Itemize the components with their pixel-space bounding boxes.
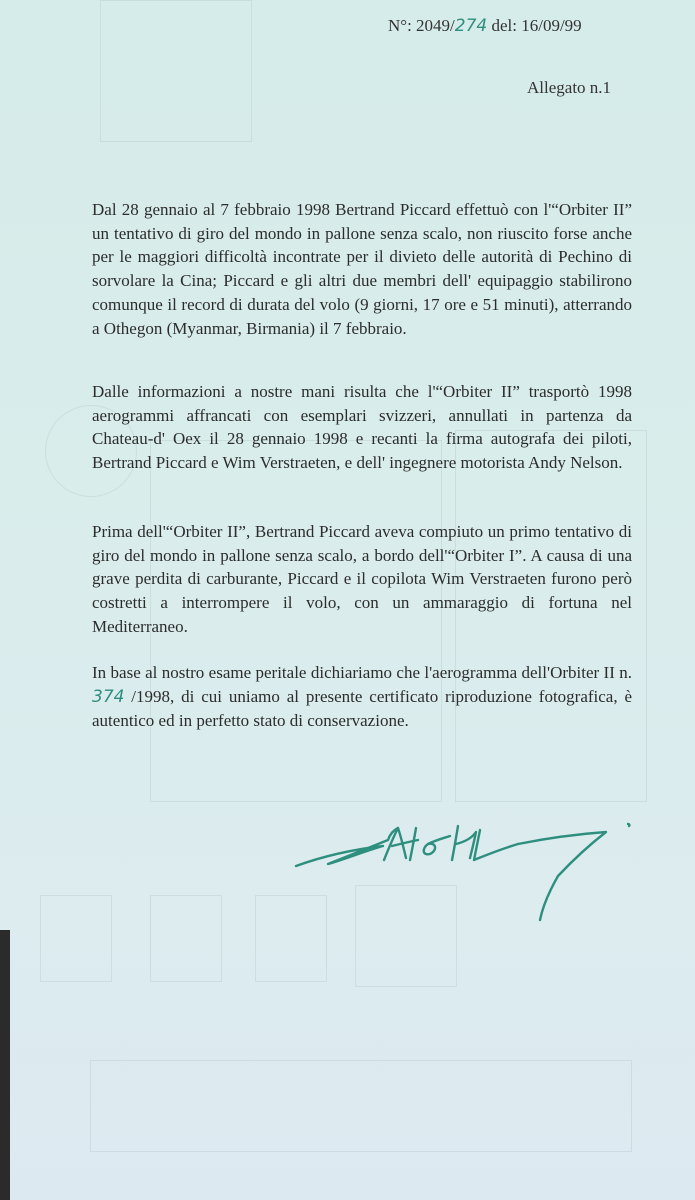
handwritten-signature (288, 820, 648, 940)
document-date: 16/09/99 (521, 16, 582, 35)
reverse-side-box (90, 1060, 632, 1152)
reverse-side-box (150, 895, 222, 982)
paragraph-aerograms: Dalle informazioni a nostre mani risulta che l'“Orbiter II” trasportò 1998 aerogrammi affrancati con esemplari svizzeri, annullati in partenza da Chateau-d' Oex il 28 gennaio 1998 e recanti la firma autografa dei piloti, Bertrand Piccard e Wim Verstraeten, e dell' ingegnere motorista Andy Nelson. (92, 382, 632, 473)
paragraph-orbiter-one: Prima dell'“Orbiter II”, Bertrand Piccard aveva compiuto un primo tentativo di giro del mondo in pallone senza scalo, a bordo dell'“Orbiter I”. A causa di una grave perdita di carburante, Piccard e il copilota Wim Verstraeten furono però costretti a interrompere il volo, con un ammaraggio di fortuna nel Mediterraneo. (92, 522, 632, 636)
paragraph-declaration (92, 661, 632, 733)
reverse-side-box (40, 895, 112, 982)
declaration-text-after: /1998, di cui uniamo al presente certificato riproduzione fotografica, è autentico ed in perfetto stato di conservazione. (92, 686, 632, 731)
scan-edge-shadow (0, 930, 10, 1200)
aerogram-handwritten-number: 374 (92, 686, 125, 707)
paragraph-flight-summary: Dal 28 gennaio al 7 febbraio 1998 Bertrand Piccard effettuò con l'“Orbiter II” un tentativo di giro del mondo in pallone senza scalo, non riuscito forse anche per le maggiori difficoltà incontrate per il divieto delle autorità di Pechino di sorvolare la Cina; Piccard e gli altri due membri dell' equipaggio stabilirono comunque il record di durata del volo (9 giorni, 17 ore e 51 minuti), atterrando a Othegon (Myanmar, Birmania) il 7 febbraio. (92, 200, 632, 338)
document-number-prefix: N°: 2049/ (388, 16, 455, 35)
declaration-text-before: In base al nostro esame peritale dichiariamo che l'aerogramma dell'Orbiter II n. (92, 663, 632, 682)
document-date-label: del: (487, 16, 522, 35)
document-number (388, 16, 582, 36)
reverse-side-box (100, 0, 252, 142)
attachment-label: Allegato n.1 (527, 78, 612, 97)
document-number-handwritten: 274 (454, 16, 488, 36)
